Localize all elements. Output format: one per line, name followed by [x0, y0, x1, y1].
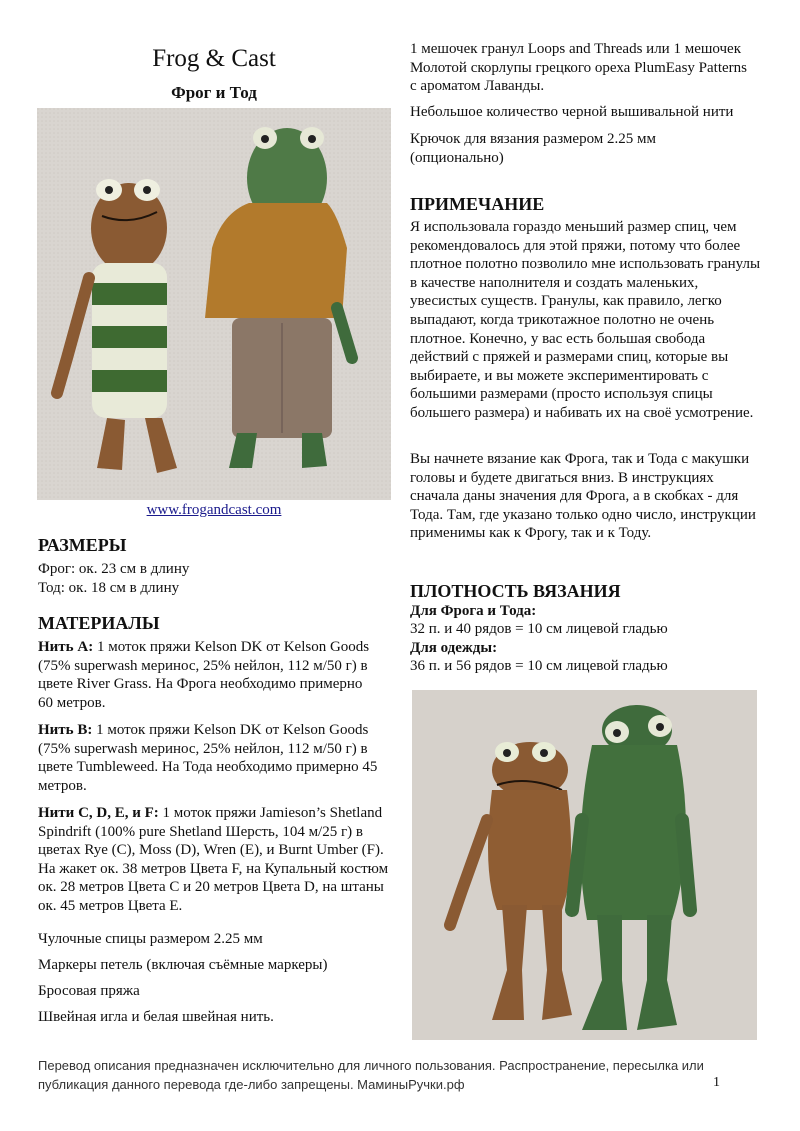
yarn-cdef-text: 1 моток пряжи Jamieson’s Shetland Spindrift (100% pure Shetland Шерсть, 104 м/25 г) в цветах Rye (C), Moss (D), Wren (E), и Burnt Umber (F). На жакет ок. 38 метров Цвета F, на Купальный костюм ок. 28 метров Цвета C и 20 метров Цвета D, на штаны ок. 45 метров Цвета E. — [38, 805, 389, 914]
material-item-pellets: 1 мешочек гранул Loops and Threads или 1 мешочек Молотой скорлупы грецкого ореха PlumEasy Patterns с ароматом Лаванды. — [410, 41, 747, 95]
material-item-waste-yarn: Бросовая пряжа — [38, 983, 140, 999]
yarn-cdef-paragraph — [38, 804, 390, 916]
knitted-figures-illustration-2 — [412, 690, 757, 1040]
yarn-a-paragraph — [38, 638, 378, 712]
gauge-heading: ПЛОТНОСТЬ ВЯЗАНИЯ — [410, 581, 621, 601]
knitted-figures-illustration — [37, 108, 391, 500]
material-item-crochet-hook: Крючок для вязания размером 2.25 мм (опционально) — [410, 131, 657, 166]
gauge-frog-toad-label: Для Фрога и Тода: — [410, 603, 537, 619]
yarn-b-label: Нить B: — [38, 722, 93, 738]
page-subtitle: Фрог и Тод — [171, 83, 257, 102]
sizes-heading: РАЗМЕРЫ — [38, 535, 127, 555]
yarn-b-paragraph — [38, 721, 378, 795]
material-item-needles: Чулочные спицы размером 2.25 мм — [38, 931, 263, 947]
frog-toad-clothed-photo — [37, 108, 391, 500]
material-item-embroidery-thread: Небольшое количество черной вышивальной нити — [410, 104, 734, 120]
frogandcast-link[interactable]: www.frogandcast.com — [146, 502, 282, 518]
frog-toad-unclothed-photo — [412, 690, 757, 1040]
gauge-clothes-label: Для одежды: — [410, 640, 498, 656]
page-number: 1 — [713, 1075, 720, 1090]
note-heading: ПРИМЕЧАНИЕ — [410, 194, 545, 214]
yarn-b-text: 1 моток пряжи Kelson DK от Kelson Goods (75% superwash меринос, 25% нейлон, 112 м/50 г) в цвете Tumbleweed. На Тода необходимо примерно 45 метров. — [38, 722, 378, 794]
note-paragraph-2: Вы начнете вязание как Фрога, так и Тода с макушки головы и будете двигаться вниз. В инструкциях сначала даны значения для Фрога, а в скобках - для Тода. Там, где указано только одно число, инструкции применимы как к Фрогу, так и к Тоду. — [410, 451, 756, 542]
gauge-frog-toad-value: 32 п. и 40 рядов = 10 см лицевой гладью — [410, 621, 668, 637]
materials-heading: МАТЕРИАЛЫ — [38, 613, 160, 633]
material-item-sewing: Швейная игла и белая швейная нить. — [38, 1009, 274, 1025]
yarn-a-label: Нить A: — [38, 639, 94, 655]
footer-line-1: Перевод описания предназначен исключительно для личного пользования. Распространение, пересылка или — [38, 1058, 704, 1073]
footer-line-2: публикация данного перевода где-либо запрещены. МаминыРучки.рф — [38, 1077, 465, 1092]
note-paragraph-1: Я использовала гораздо меньший размер спиц, чем рекомендовалось для этой пряжи, потому что более плотное полотно позволило мне использовать гранулы в качестве наполнителя и создать маленьких, увесистых существ. Гранулы, как правило, легко выпадают, когда трикотажное полотно не очень плотное. Конечно, у вас есть большая свобода действий с пряжей и размерами спиц, которые вы выбираете, и вы можете экспериментировать с большими размерами (просто используя спицы большего размера) и набивать их на своё усмотрение. — [410, 219, 761, 421]
yarn-cdef-label: Нити C, D, E, и F: — [38, 805, 159, 821]
size-toad: Тод: ок. 18 см в длину — [38, 580, 180, 596]
footer-disclaimer — [38, 1056, 738, 1094]
page-title: Frog & Cast — [152, 45, 276, 72]
material-item-markers: Маркеры петель (включая съёмные маркеры) — [38, 957, 328, 973]
size-frog: Фрог: ок. 23 см в длину — [38, 561, 190, 577]
gauge-clothes-value: 36 п. и 56 рядов = 10 см лицевой гладью — [410, 658, 668, 674]
yarn-a-text: 1 моток пряжи Kelson DK от Kelson Goods (75% superwash меринос, 25% нейлон, 112 м/50 г) в цвете River Grass. На Фрога необходимо примерно 60 метров. — [38, 639, 370, 711]
